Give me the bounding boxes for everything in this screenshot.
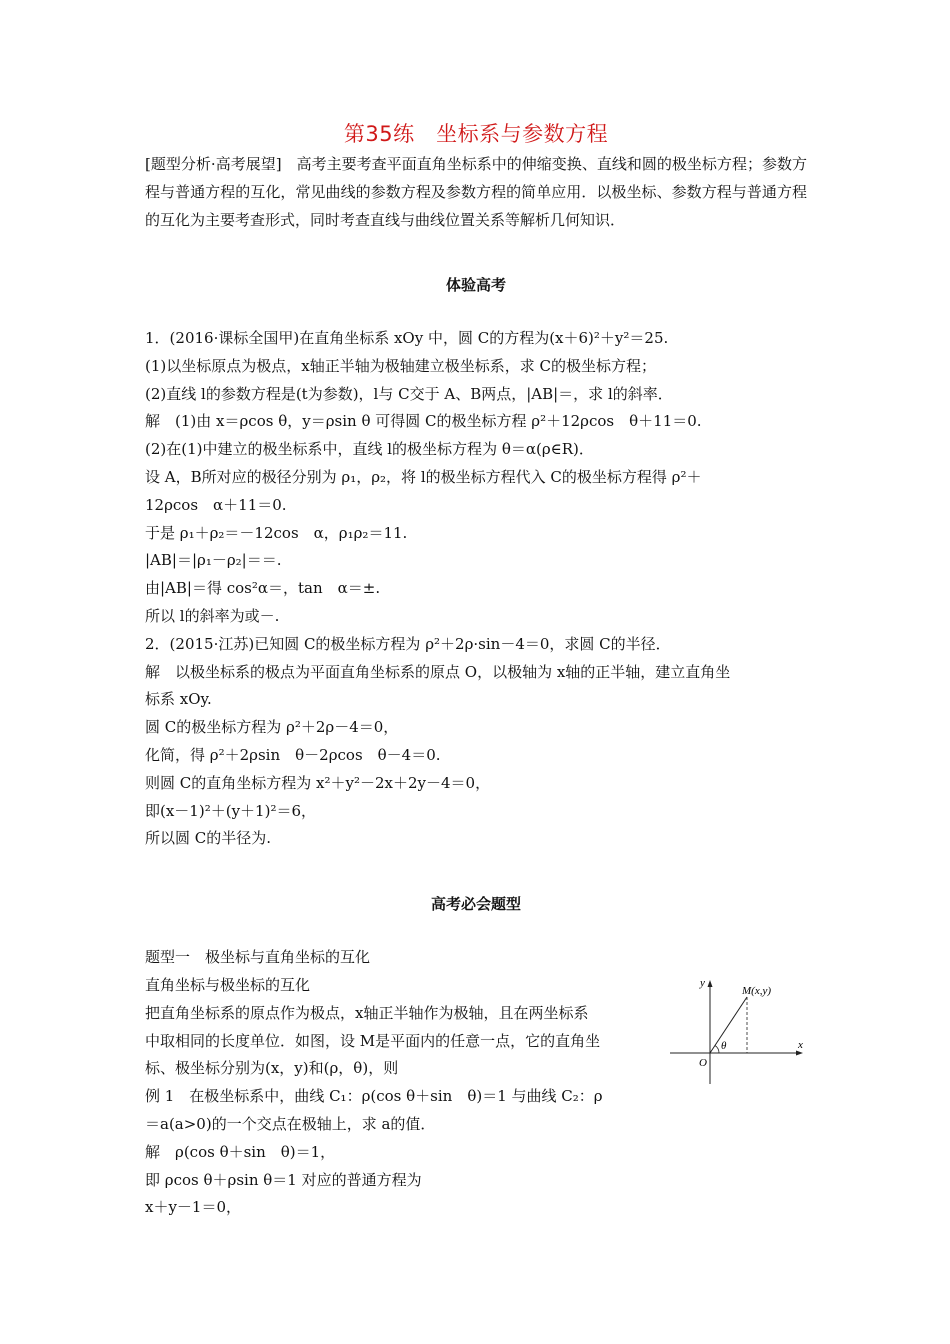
text-line: 所以圆 C的半径为. xyxy=(145,829,272,848)
x-axis-label: x xyxy=(798,1039,803,1051)
text-line: 由|AB|＝得 cos²α＝，tan α＝±. xyxy=(145,579,381,598)
text-line: 则圆 C的直角坐标方程为 x²＋y²－2x＋2y－4＝0， xyxy=(145,773,491,792)
angle-label: θ xyxy=(721,1040,727,1052)
text-line: 题型一 极坐标与直角坐标的互化 xyxy=(145,948,371,967)
text-line: 例 1 在极坐标系中，曲线 C₁：ρ(cos θ＋sin θ)＝1 与曲线 C₂：ρ xyxy=(145,1087,603,1106)
text-line: 2．(2015·江苏)已知圆 C的极坐标方程为 ρ²＋2ρ·sin－4＝0，求圆 C的半径． xyxy=(145,634,671,653)
text-line: 标系 xOy. xyxy=(145,690,212,709)
text-line: 解 ρ(cos θ＋sin θ)＝1， xyxy=(145,1142,336,1161)
text-line: x＋y－1＝0， xyxy=(145,1198,242,1217)
radius-line xyxy=(710,997,747,1053)
text-line: (1)以坐标原点为极点，x轴正半轴为极轴建立极坐标系，求 C的极坐标方程； xyxy=(145,356,656,375)
text-line: (2)直线 l的参数方程是(t为参数)，l与 C交于 A、B两点，|AB|＝，求 l的斜率． xyxy=(145,384,673,403)
type-one-block xyxy=(145,944,655,1083)
text-line: 圆 C的极坐标方程为 ρ²＋2ρ－4＝0， xyxy=(145,718,399,737)
polar-coordinate-figure xyxy=(670,976,810,1086)
page-content xyxy=(145,118,807,1222)
text-line: 即 ρcos θ＋ρsin θ＝1 对应的普通方程为 xyxy=(145,1170,422,1189)
text-line: 中取相同的长度单位．如图，设 M是平面内的任意一点，它的直角坐 xyxy=(145,1031,601,1050)
text-line: 解 (1)由 x＝ρcos θ，y＝ρsin θ 可得圆 C的极坐标方程 ρ²＋12ρcos θ＋11＝0. xyxy=(145,412,702,431)
text-line: 标、极坐标分别为(x，y)和(ρ，θ)，则 xyxy=(145,1059,399,1078)
text-line: 设 A，B所对应的极径分别为 ρ₁，ρ₂，将 l的极坐标方程代入 C的极坐标方程得 ρ²＋ xyxy=(145,467,702,486)
text-line: (2)在(1)中建立的极坐标系中，直线 l的极坐标方程为 θ＝α(ρ∈R)． xyxy=(145,440,594,459)
text-line: 直角坐标与极坐标的互化 xyxy=(145,975,311,994)
page-title: 第35练 坐标系与参数方程 xyxy=(343,122,609,146)
x-axis-arrow xyxy=(796,1051,803,1056)
section-heading-experience: 体验高考 xyxy=(445,276,506,294)
text-line: 解 以极坐标系的极点为平面直角坐标系的原点 O，以极轴为 x轴的正半轴，建立直角坐 xyxy=(145,662,731,681)
text-line: 于是 ρ₁＋ρ₂＝－12cos α，ρ₁ρ₂＝11. xyxy=(145,523,408,542)
intro-paragraph: [题型分析·高考展望] 高考主要考查平面直角坐标系中的伸缩变换、直线和圆的极坐标方程；参数方程与普通方程的互化，常见曲线的参数方程及参数方程的简单应用．以极坐标、参数方程与普通方程的互化为主要考查形式，同时考查直线与曲线位置关系等解析几何知识． xyxy=(145,155,807,229)
text-line: 1．(2016·课标全国甲)在直角坐标系 xOy 中，圆 C的方程为(x＋6)²＋y²＝25. xyxy=(145,329,669,347)
y-axis-label: y xyxy=(700,977,705,989)
text-line: 把直角坐标系的原点作为极点，x轴正半轴作为极轴，且在两坐标系 xyxy=(145,1003,589,1022)
example-block xyxy=(145,1083,807,1222)
text-line: 12ρcos α＋11＝0. xyxy=(145,495,287,514)
text-line: ＝a(a>0)的一个交点在极轴上，求 a的值． xyxy=(145,1114,436,1133)
section-heading-must-know: 高考必会题型 xyxy=(430,895,521,914)
origin-label: O xyxy=(699,1057,707,1069)
experience-block xyxy=(145,325,807,853)
text-line: 即(x－1)²＋(y＋1)²＝6， xyxy=(145,801,316,820)
y-axis-arrow xyxy=(708,980,713,987)
text-line: 所以 l的斜率为或－. xyxy=(145,606,280,625)
point-label: M(x,y) xyxy=(742,985,772,997)
text-line: |AB|＝|ρ₁－ρ₂|＝＝. xyxy=(145,551,282,570)
text-line: 化简，得 ρ²＋2ρsin θ－2ρcos θ－4＝0. xyxy=(145,745,441,764)
polar-coordinate-diagram xyxy=(670,976,810,1086)
angle-arc xyxy=(715,1046,719,1054)
